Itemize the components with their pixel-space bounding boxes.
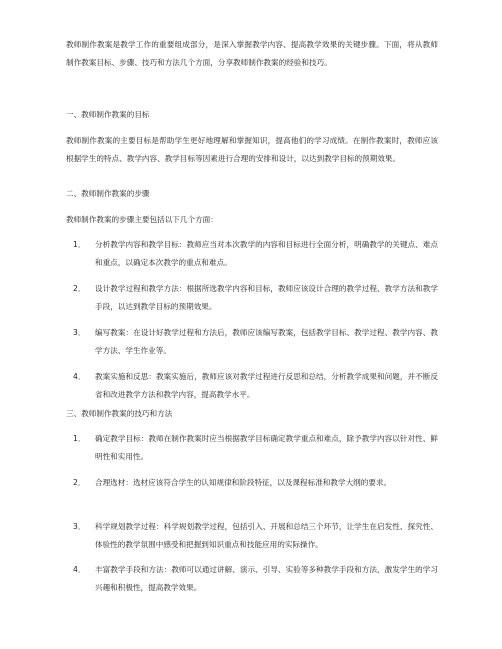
- list-item-text: 科学规划教学过程：科学规划教学过程，包括引入、开展和总结三个环节，让学生在启发性、探究性、体验性的教学氛围中感受和把握到知识重点和技能应用的实际操作。: [95, 522, 438, 549]
- list-item-number: 3．: [73, 328, 86, 337]
- list-item-text: 丰富教学手段和方法：教师可以通过讲解、演示、引导、实验等多种教学手段和方法，激发学生的学习兴趣和积极性，提高教学效果。: [95, 565, 438, 592]
- list-item-text: 合理选材：选材应该符合学生的认知规律和阶段特征，以及课程标准和教学大纲的要求。: [95, 478, 392, 487]
- section-heading-goals: 一、教师制作教案的目标: [66, 110, 150, 119]
- list-item-number: 1．: [73, 434, 86, 443]
- section-heading-techniques: 三、教师制作教案的技巧和方法: [66, 409, 173, 418]
- list-item-number: 1．: [73, 240, 86, 249]
- list-item-number: 3．: [73, 522, 86, 531]
- list-item-number: 2．: [73, 284, 86, 293]
- list-item-text: 分析教学内容和教学目标：教师应当对本次教学的内容和目标进行全面分析，明确教学的关键点、难点和重点，以确定本次教学的重点和难点。: [95, 240, 438, 267]
- list-item: [73, 474, 438, 510]
- list-item-number: 4．: [73, 372, 86, 381]
- list-item: [73, 430, 438, 466]
- list-item-text: 编写教案：在设计好教学过程和方法后，教师应该编写教案，包括教学目标、教学过程、教学内容、教学方法、学生作业等。: [95, 328, 438, 355]
- steps-intro: 教师制作教案的步骤主要包括以下几个方面：: [66, 215, 218, 224]
- list-item: [73, 280, 438, 316]
- list-item: [73, 324, 438, 360]
- list-item-text: 设计教学过程和教学方法：根据所选教学内容和目标，教师应该设计合理的教学过程、教学方法和教学手段，以达到教学目标的预期效果。: [95, 284, 438, 311]
- list-item: [73, 236, 438, 272]
- intro-paragraph: 教师制作教案是教学工作的重要组成部分，是深入掌握教学内容、提高教学效果的关键步骤。下面，将从教师制作教案目标、步骤、技巧和方法几个方面，分享教师制作教案的经验和技巧。: [66, 40, 438, 67]
- goals-paragraph: 教师制作教案的主要目标是帮助学生更好地理解和掌握知识，提高他们的学习成绩。在制作教案时，教师应该根据学生的特点、教学内容、教学目标等因素进行合理的安排和设计，以达到教学目标的预期效果。: [66, 136, 438, 163]
- list-item-number: 2．: [73, 478, 86, 487]
- list-item-number: 4．: [73, 565, 86, 574]
- list-item: [73, 561, 438, 597]
- list-item-text: 确定教学目标：教师在制作教案时应当根据教学目标确定教学重点和难点，除予教学内容以针对性、鲜明性和实用性。: [95, 434, 438, 461]
- list-item: [73, 368, 438, 404]
- section-heading-steps: 二、教师制作教案的步骤: [66, 189, 150, 198]
- list-item: [73, 518, 438, 554]
- list-item-text: 教案实施和反思：教案实施后，教师应该对教学过程进行反思和总结，分析教学成果和问题，并不断反省和改进教学方法和教学内容，提高教学水平。: [95, 372, 438, 399]
